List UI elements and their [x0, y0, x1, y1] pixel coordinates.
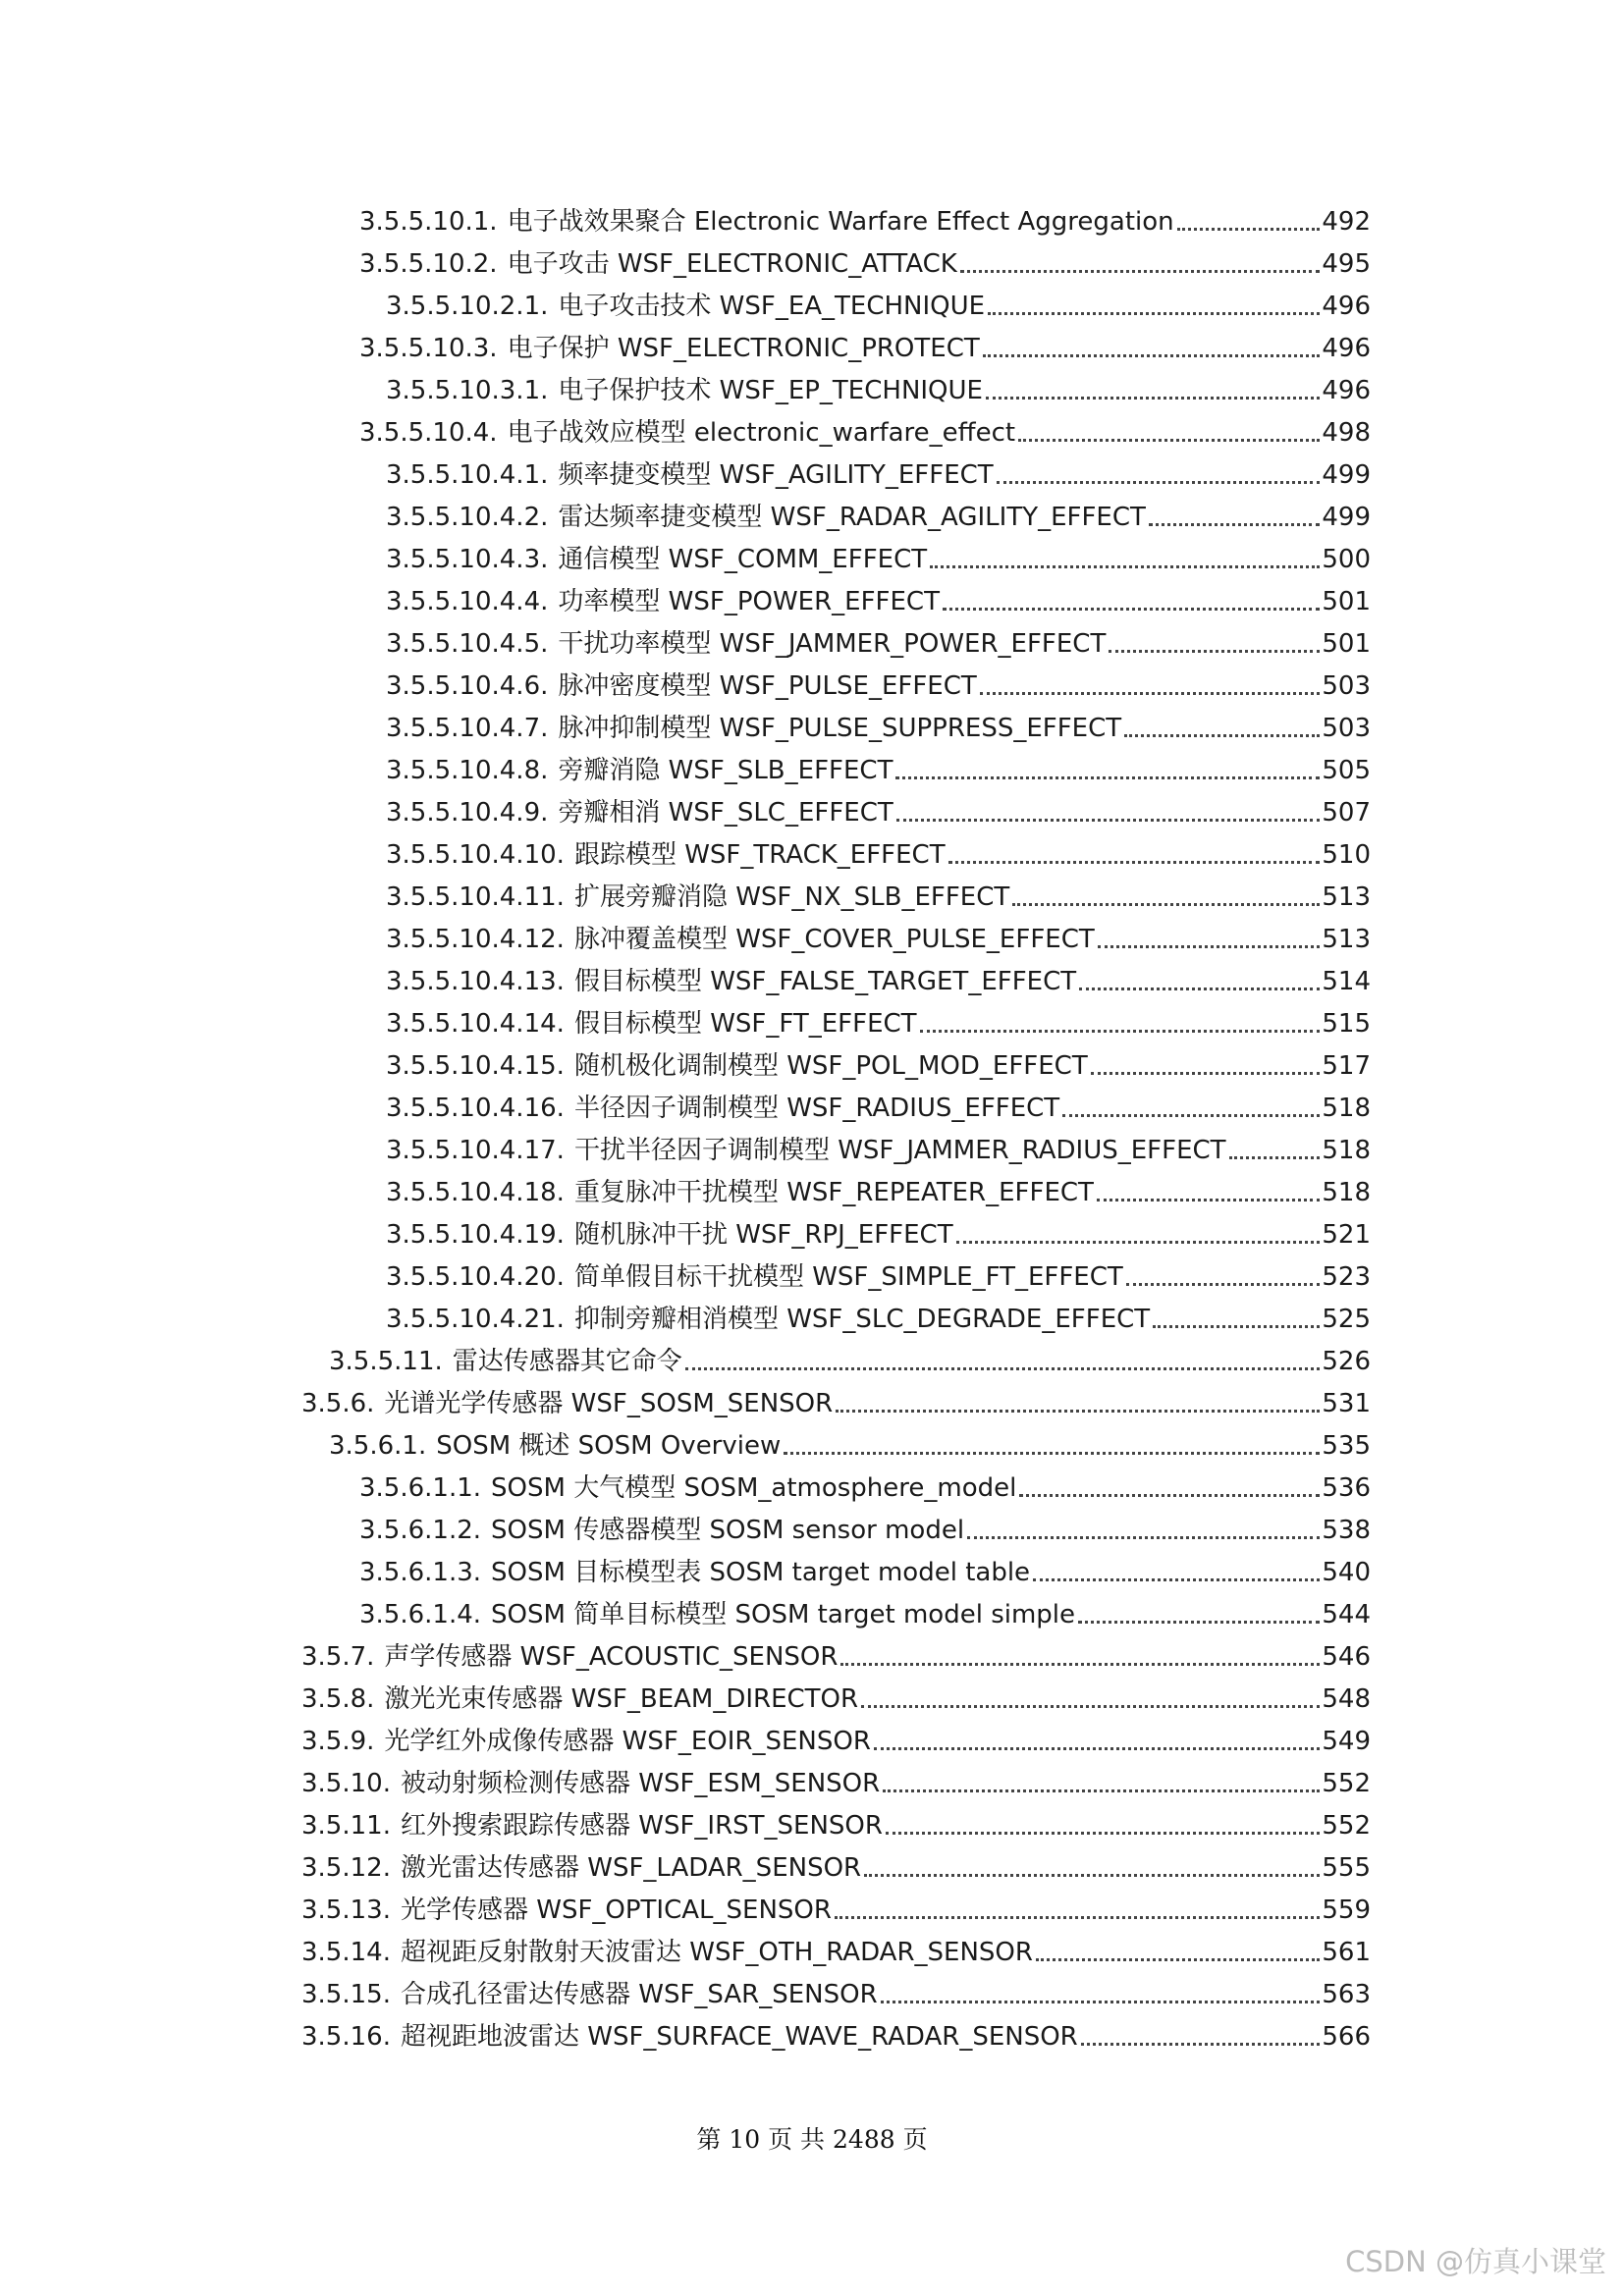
dot-leader	[960, 270, 1321, 273]
toc-entry-title: 假目标模型 WSF_FALSE_TARGET_EFFECT	[573, 967, 1077, 996]
toc-entry-page: 496	[1322, 292, 1371, 321]
dot-leader	[988, 312, 1320, 315]
toc-entry-title: 雷达频率捷变模型 WSF_RADAR_AGILITY_EFFECT	[558, 503, 1146, 532]
toc-entry-title: SOSM 大气模型 SOSM_atmosphere_model	[491, 1473, 1017, 1503]
toc-entry[interactable]	[386, 1169, 1371, 1208]
toc-entry-page: 531	[1322, 1389, 1371, 1418]
toc-entry[interactable]	[386, 958, 1371, 997]
toc-entry[interactable]	[386, 1254, 1371, 1293]
toc-entry-title: 红外搜索跟踪传感器 WSF_IRST_SENSOR	[400, 1811, 883, 1841]
toc-entry-title: SOSM 简单目标模型 SOSM target model simple	[491, 1600, 1076, 1629]
toc-entry[interactable]	[386, 536, 1371, 575]
dot-leader	[1149, 523, 1320, 526]
toc-entry[interactable]	[386, 494, 1371, 533]
toc-entry-number: 3.5.5.10.4.9.	[386, 798, 549, 828]
toc-entry-page: 501	[1322, 587, 1371, 616]
dot-leader	[930, 565, 1320, 568]
dot-leader	[874, 1747, 1320, 1750]
dot-leader	[895, 776, 1320, 779]
dot-leader	[1018, 439, 1320, 442]
dot-leader	[948, 861, 1321, 864]
toc-entry-title: 激光雷达传感器 WSF_LADAR_SENSOR	[400, 1853, 862, 1883]
page-footer	[0, 2120, 1624, 2156]
toc-entry[interactable]	[301, 1760, 1371, 1799]
dot-leader	[886, 1832, 1320, 1835]
toc-entry-page: 526	[1322, 1347, 1371, 1376]
toc-entry-page: 503	[1322, 714, 1371, 743]
toc-entry-number: 3.5.5.10.4.18.	[386, 1178, 565, 1207]
toc-entry-title: 雷达传感器其它命令	[452, 1347, 682, 1376]
toc-entry-number: 3.5.15.	[301, 1980, 391, 2009]
toc-entry-page: 514	[1322, 967, 1371, 996]
toc-entry-page: 536	[1322, 1473, 1371, 1503]
toc-entry-title: 电子战效果聚合 Electronic Warfare Effect Aggregation	[507, 207, 1174, 237]
toc-entry[interactable]	[386, 1296, 1371, 1335]
dot-leader	[784, 1452, 1320, 1455]
toc-entry-page: 552	[1322, 1769, 1371, 1798]
toc-entry-number: 3.5.5.10.3.	[359, 334, 498, 363]
toc-entry-title: 重复脉冲干扰模型 WSF_REPEATER_EFFECT	[573, 1178, 1094, 1207]
toc-entry-title: 半径因子调制模型 WSF_RADIUS_EFFECT	[573, 1094, 1060, 1123]
toc-entry-title: 跟踪模型 WSF_TRACK_EFFECT	[573, 840, 946, 870]
toc-entry-number: 3.5.5.10.4.6.	[386, 671, 549, 701]
dot-leader	[1079, 988, 1320, 990]
dot-leader	[896, 819, 1321, 822]
toc-entry[interactable]	[329, 1338, 1371, 1377]
toc-entry-title: 功率模型 WSF_POWER_EFFECT	[558, 587, 940, 616]
toc-entry-number: 3.5.5.10.4.19.	[386, 1220, 565, 1250]
dot-leader	[1033, 1578, 1320, 1581]
toc-entry-page: 517	[1322, 1051, 1371, 1081]
toc-entry-page: 540	[1322, 1558, 1371, 1587]
dot-leader	[835, 1916, 1320, 1919]
toc-entry[interactable]	[359, 240, 1371, 280]
toc-entry-page: 498	[1322, 418, 1371, 448]
toc-entry-number: 3.5.5.10.4.10.	[386, 840, 565, 870]
toc-entry-title: 干扰功率模型 WSF_JAMMER_POWER_EFFECT	[558, 629, 1107, 659]
toc-entry[interactable]	[386, 789, 1371, 828]
toc-entry[interactable]	[386, 1211, 1371, 1251]
toc-entry-number: 3.5.5.10.4.20.	[386, 1262, 565, 1292]
toc-entry[interactable]	[386, 367, 1371, 406]
toc-entry-number: 3.5.9.	[301, 1727, 375, 1756]
toc-entry-page: 548	[1322, 1684, 1371, 1714]
toc-entry-title: 电子战效应模型 electronic_warfare_effect	[507, 418, 1016, 448]
dot-leader	[997, 481, 1321, 484]
toc-entry-number: 3.5.6.	[301, 1389, 375, 1418]
toc-entry-page: 559	[1322, 1896, 1371, 1925]
toc-entry-title: SOSM 传感器模型 SOSM sensor model	[491, 1516, 965, 1545]
dot-leader	[1012, 903, 1320, 906]
toc-entry-number: 3.5.5.10.1.	[359, 207, 498, 237]
toc-entry[interactable]	[386, 578, 1371, 617]
toc-entry-number: 3.5.5.10.4.13.	[386, 967, 565, 996]
toc-entry-number: 3.5.6.1.3.	[359, 1558, 482, 1587]
toc-entry-number: 3.5.5.10.4.14.	[386, 1009, 565, 1039]
dot-leader	[1078, 1621, 1320, 1624]
toc-entry-page: 500	[1322, 545, 1371, 574]
toc-entry-page: 535	[1322, 1431, 1371, 1461]
toc-entry-number: 3.5.5.10.4.15.	[386, 1051, 565, 1081]
toc-entry-title: 合成孔径雷达传感器 WSF_SAR_SENSOR	[400, 1980, 878, 2009]
toc-entry-number: 3.5.16.	[301, 2022, 391, 2052]
toc-entry[interactable]	[301, 1718, 1371, 1757]
toc-entry-page: 563	[1322, 1980, 1371, 2009]
toc-entry[interactable]	[386, 705, 1371, 744]
toc-entry-title: 脉冲覆盖模型 WSF_COVER_PULSE_EFFECT	[573, 925, 1095, 954]
toc-entry-title: 旁瓣相消 WSF_SLC_EFFECT	[558, 798, 893, 828]
toc-entry[interactable]	[301, 1844, 1371, 1884]
toc-entry-title: 干扰半径因子调制模型 WSF_JAMMER_RADIUS_EFFECT	[573, 1136, 1226, 1165]
toc-entry-title: SOSM 概述 SOSM Overview	[436, 1431, 782, 1461]
toc-entry-page: 561	[1322, 1938, 1371, 1967]
toc-entry-page: 507	[1322, 798, 1371, 828]
dot-leader	[1126, 1283, 1321, 1286]
dot-leader	[943, 608, 1320, 611]
toc-entry-page: 515	[1322, 1009, 1371, 1039]
toc-entry[interactable]	[386, 1127, 1371, 1166]
dot-leader	[983, 354, 1321, 357]
toc-entry-title: 电子攻击技术 WSF_EA_TECHNIQUE	[558, 292, 986, 321]
toc-entry[interactable]	[359, 1465, 1371, 1504]
dot-leader	[1081, 2043, 1321, 2046]
toc-entry[interactable]	[386, 620, 1371, 660]
page-number-label: 第 10 页 共 2488 页	[696, 2125, 928, 2154]
toc-entry-number: 3.5.6.1.1.	[359, 1473, 482, 1503]
toc-entry-title: 假目标模型 WSF_FT_EFFECT	[573, 1009, 917, 1039]
toc-entry[interactable]	[359, 325, 1371, 364]
dot-leader	[1153, 1325, 1320, 1328]
toc-entry-number: 3.5.5.10.4.2.	[386, 503, 549, 532]
toc-entry[interactable]	[386, 747, 1371, 786]
dot-leader	[685, 1367, 1321, 1370]
dot-leader	[1109, 650, 1320, 653]
dot-leader	[956, 1241, 1321, 1244]
toc-entry[interactable]	[359, 409, 1371, 449]
toc-entry-number: 3.5.14.	[301, 1938, 391, 1967]
toc-entry-title: 光学传感器 WSF_OPTICAL_SENSOR	[400, 1896, 832, 1925]
toc-entry-page: 518	[1322, 1094, 1371, 1123]
toc-entry-title: 超视距反射散射天波雷达 WSF_OTH_RADAR_SENSOR	[400, 1938, 1033, 1967]
toc-entry-page: 513	[1322, 882, 1371, 912]
toc-entry-number: 3.5.13.	[301, 1896, 391, 1925]
toc-entry-page: 492	[1322, 207, 1371, 237]
toc-entry-number: 3.5.5.10.4.16.	[386, 1094, 565, 1123]
toc-entry-title: 电子攻击 WSF_ELECTRONIC_ATTACK	[507, 249, 957, 279]
dot-leader	[1124, 734, 1320, 737]
toc-entry-number: 3.5.6.1.	[329, 1431, 427, 1461]
dot-leader	[1036, 1958, 1320, 1961]
toc-entry[interactable]	[359, 1549, 1371, 1588]
dot-leader	[1098, 945, 1321, 948]
toc-entry-page: 499	[1322, 503, 1371, 532]
toc-entry-number: 3.5.5.10.4.17.	[386, 1136, 565, 1165]
toc-entry-number: 3.5.5.10.4.3.	[386, 545, 549, 574]
toc-entry-page: 505	[1322, 756, 1371, 785]
toc-entry-page: 518	[1322, 1178, 1371, 1207]
toc-entry-number: 3.5.5.10.4.	[359, 418, 498, 448]
toc-entry-number: 3.5.5.10.4.5.	[386, 629, 549, 659]
toc-entry[interactable]	[386, 663, 1371, 702]
toc-entry[interactable]	[301, 1633, 1371, 1673]
toc-entry[interactable]	[386, 283, 1371, 322]
toc-entry[interactable]	[386, 1085, 1371, 1124]
toc-entry[interactable]	[301, 1676, 1371, 1715]
dot-leader	[861, 1705, 1320, 1708]
toc-entry[interactable]	[386, 1000, 1371, 1040]
toc-entry-title: 光谱光学传感器 WSF_SOSM_SENSOR	[384, 1389, 834, 1418]
toc-entry-number: 3.5.6.1.2.	[359, 1516, 482, 1545]
toc-entry-title: SOSM 目标模型表 SOSM target model table	[491, 1558, 1031, 1587]
toc-entry[interactable]	[359, 1507, 1371, 1546]
toc-entry-title: 光学红外成像传感器 WSF_EOIR_SENSOR	[384, 1727, 871, 1756]
toc-entry-page: 496	[1322, 334, 1371, 363]
toc-entry-number: 3.5.5.10.4.8.	[386, 756, 549, 785]
toc-entry-number: 3.5.5.10.4.21.	[386, 1305, 565, 1334]
toc-entry-title: 简单假目标干扰模型 WSF_SIMPLE_FT_EFFECT	[573, 1262, 1123, 1292]
toc-entry-page: 495	[1322, 249, 1371, 279]
dot-leader	[883, 1789, 1320, 1792]
dot-leader	[1177, 228, 1321, 231]
dot-leader	[1019, 1494, 1320, 1497]
toc-entry[interactable]	[386, 1042, 1371, 1082]
toc-entry[interactable]	[301, 1802, 1371, 1842]
toc-entry-title: 声学传感器 WSF_ACOUSTIC_SENSOR	[384, 1642, 839, 1672]
toc-entry-title: 被动射频检测传感器 WSF_ESM_SENSOR	[400, 1769, 881, 1798]
dot-leader	[881, 2001, 1321, 2003]
toc-entry[interactable]	[386, 831, 1371, 871]
toc-entry[interactable]	[301, 1971, 1371, 2010]
toc-entry-title: 随机极化调制模型 WSF_POL_MOD_EFFECT	[573, 1051, 1088, 1081]
dot-leader	[840, 1663, 1320, 1666]
toc-entry-page: 549	[1322, 1727, 1371, 1756]
toc-entry[interactable]	[386, 452, 1371, 491]
toc-entry-title: 激光光束传感器 WSF_BEAM_DIRECTOR	[384, 1684, 859, 1714]
toc-entry-page: 521	[1322, 1220, 1371, 1250]
dot-leader	[967, 1536, 1320, 1539]
toc-entry-page: 501	[1322, 629, 1371, 659]
toc-entry-number: 3.5.5.10.4.11.	[386, 882, 565, 912]
toc-entry-page: 544	[1322, 1600, 1371, 1629]
toc-entry-number: 3.5.6.1.4.	[359, 1600, 482, 1629]
dot-leader	[920, 1030, 1321, 1033]
toc-entry-number: 3.5.5.10.4.4.	[386, 587, 549, 616]
toc-entry-number: 3.5.8.	[301, 1684, 375, 1714]
toc-entry[interactable]	[386, 874, 1371, 913]
toc-entry-title: 频率捷变模型 WSF_AGILITY_EFFECT	[558, 460, 994, 490]
toc-entry-number: 3.5.11.	[301, 1811, 391, 1841]
dot-leader	[1062, 1114, 1320, 1117]
toc-entry-title: 随机脉冲干扰 WSF_RPJ_EFFECT	[573, 1220, 953, 1250]
toc-entry[interactable]	[301, 2013, 1371, 2053]
watermark: CSDN @仿真小课堂	[1345, 2245, 1606, 2278]
toc-entry-page: 503	[1322, 671, 1371, 701]
toc-entry[interactable]	[301, 1929, 1371, 1968]
toc-entry-title: 电子保护 WSF_ELECTRONIC_PROTECT	[507, 334, 980, 363]
toc-entry-number: 3.5.5.10.4.1.	[386, 460, 549, 490]
toc-entry-page: 546	[1322, 1642, 1371, 1672]
dot-leader	[1229, 1156, 1321, 1159]
dot-leader	[864, 1874, 1320, 1877]
toc-entry-number: 3.5.7.	[301, 1642, 375, 1672]
toc-entry-number: 3.5.5.10.2.1.	[386, 292, 549, 321]
toc-entry[interactable]	[359, 1591, 1371, 1630]
toc-entry-number: 3.5.12.	[301, 1853, 391, 1883]
toc-entry-page: 499	[1322, 460, 1371, 490]
toc-entry-page: 523	[1322, 1262, 1371, 1292]
toc-entry-title: 抑制旁瓣相消模型 WSF_SLC_DEGRADE_EFFECT	[573, 1305, 1151, 1334]
toc-entry-page: 496	[1322, 376, 1371, 405]
toc-entry-page: 555	[1322, 1853, 1371, 1883]
toc-entry-number: 3.5.10.	[301, 1769, 391, 1798]
toc-entry-number: 3.5.5.10.4.7.	[386, 714, 549, 743]
dot-leader	[980, 692, 1321, 695]
toc-entry-title: 通信模型 WSF_COMM_EFFECT	[558, 545, 928, 574]
toc-entry-page: 538	[1322, 1516, 1371, 1545]
toc-entry-title: 旁瓣消隐 WSF_SLB_EFFECT	[558, 756, 893, 785]
dot-leader	[1091, 1072, 1321, 1075]
toc-entry-number: 3.5.5.10.2.	[359, 249, 498, 279]
toc-entry-title: 超视距地波雷达 WSF_SURFACE_WAVE_RADAR_SENSOR	[400, 2022, 1078, 2052]
toc-entry[interactable]	[386, 916, 1371, 955]
toc-entry-page: 566	[1322, 2022, 1371, 2052]
toc-entry-title: 脉冲抑制模型 WSF_PULSE_SUPPRESS_EFFECT	[558, 714, 1122, 743]
dot-leader	[986, 397, 1320, 400]
toc-entry-page: 513	[1322, 925, 1371, 954]
toc-entry[interactable]	[329, 1422, 1371, 1462]
dot-leader	[836, 1410, 1320, 1413]
toc-entry-title: 电子保护技术 WSF_EP_TECHNIQUE	[558, 376, 983, 405]
toc-entry-number: 3.5.5.11.	[329, 1347, 443, 1376]
toc-entry-page: 518	[1322, 1136, 1371, 1165]
toc-entry-page: 525	[1322, 1305, 1371, 1334]
toc-entry-page: 510	[1322, 840, 1371, 870]
toc-entry-title: 脉冲密度模型 WSF_PULSE_EFFECT	[558, 671, 977, 701]
toc-entry[interactable]	[301, 1887, 1371, 1926]
toc-entry-page: 552	[1322, 1811, 1371, 1841]
toc-entry[interactable]	[301, 1380, 1371, 1419]
toc-entry[interactable]	[359, 198, 1371, 238]
dot-leader	[1097, 1199, 1320, 1201]
toc-entry-title: 扩展旁瓣消隐 WSF_NX_SLB_EFFECT	[573, 882, 1010, 912]
toc-entry-number: 3.5.5.10.4.12.	[386, 925, 565, 954]
toc-entry-number: 3.5.5.10.3.1.	[386, 376, 549, 405]
